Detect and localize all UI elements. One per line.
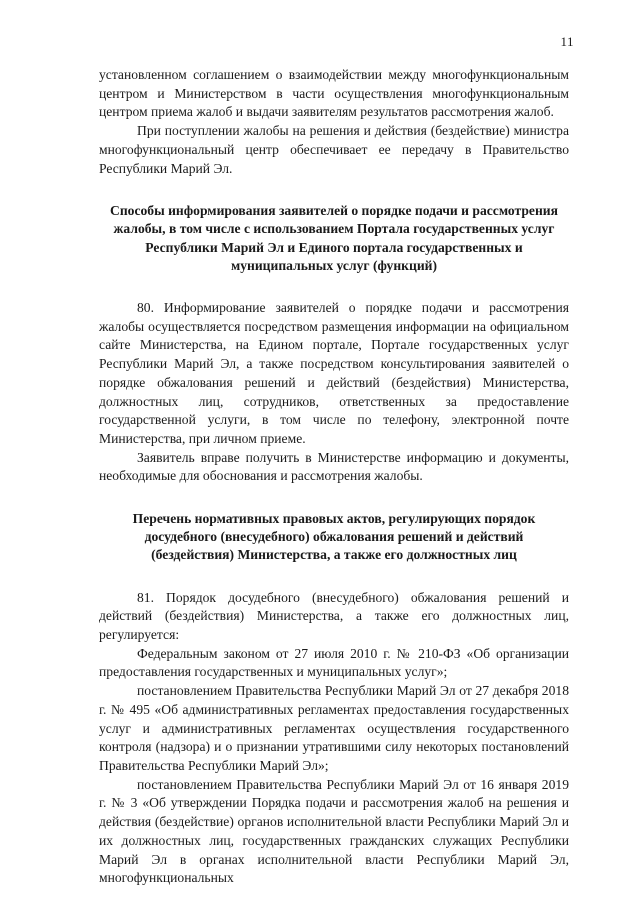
paragraph-applicant-rights: Заявитель вправе получить в Министерстве информацию и документы, необходимые для обоснования и рассмотрения жалобы. [99, 449, 569, 484]
paragraph-complaint-forwarding: При поступлении жалобы на решения и действия (бездействие) министра многофункциональный центр обеспечивает ее передачу в Правительство Республики Марий Эл. [99, 123, 569, 176]
section-heading-informing: Способы информирования заявителей о порядке подачи и рассмотрения жалобы, в том числе с использованием Портала государственных услуг Республики Марий Эл и Единого портала государственных и муниципальных услуг (функций) [110, 203, 558, 273]
paragraph-mfc-agreement: установленном соглашением о взаимодействии между многофункциональным центром и Министерством в части осуществления многофункциональным центром приема жалоб и выдачи заявителям результатов рассмотрения жалоб. [99, 67, 569, 120]
document-body [99, 66, 569, 888]
paragraph-resolution-3: постановлением Правительства Республики Марий Эл от 16 января 2019 г. № 3 «Об утверждении Порядка подачи и рассмотрения жалоб на решения и действия (бездействие) органов исполнительной власти Республики Марий Эл и их должностных лиц, государственных гражданских служащих Республики Марий Эл в органах исполнительной власти Республики Марий Эл, многофункциональных [99, 776, 569, 886]
page-number: 11 [560, 34, 574, 49]
paragraph-81: 81. Порядок досудебного (внесудебного) обжалования решений и действий (бездействия) Министерства, а также его должностных лиц, регулируется: [99, 589, 569, 643]
paragraph-resolution-495: постановлением Правительства Республики Марий Эл от 27 декабря 2018 г. № 495 «Об административных регламентах предоставления государственных услуг и административных регламентах осуществления государственного контроля (надзора) и о признании утратившими силу некоторых постановлений Правительства Республики Марий Эл»; [99, 683, 569, 773]
section-heading-legal-acts: Перечень нормативных правовых актов, регулирующих порядок досудебного (внесудебного) обжалования решений и действий (бездействия) Министерства, а также его должностных лиц [132, 511, 536, 563]
paragraph-80: 80. Информирование заявителей о порядке подачи и рассмотрения жалобы осуществляется посредством размещения информации на официальном сайте Министерства, на Едином портале, Портале государственных услуг Республики Марий Эл, а также посредством консультирования заявителей о порядке обжалования решений и действий (бездействия) Министерства, должностных лиц, сотрудников, ответственных за предоставление государственной услуги, в том числе по телефону, электронной почте Министерства, при личном приеме. [99, 300, 569, 446]
paragraph-federal-law: Федеральным законом от 27 июля 2010 г. № 210-ФЗ «Об организации предоставления государственных и муниципальных услуг»; [99, 645, 569, 680]
